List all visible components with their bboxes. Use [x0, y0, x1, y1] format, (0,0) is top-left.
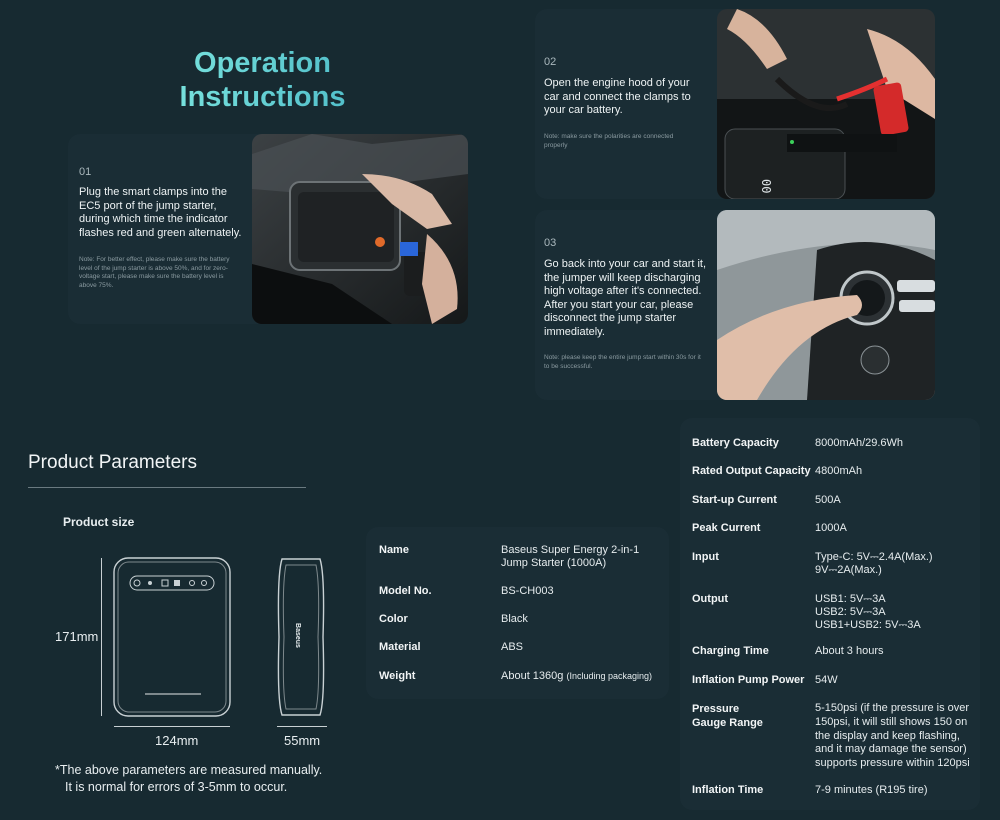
- jump-starter-photo: [252, 134, 468, 324]
- step-note: Note: make sure the polarities are connected properly: [544, 133, 674, 149]
- table-row-value: BS-CH003: [501, 585, 554, 597]
- table-row-value: 8000mAh/29.6Wh: [815, 437, 904, 449]
- start-button-photo: [717, 210, 935, 400]
- table-row-label: Inflation Pump Power: [692, 674, 805, 686]
- table-row-label: Pressure Gauge Range: [692, 703, 763, 729]
- table-row-value: ABS: [501, 641, 524, 653]
- depth-label: 55mm: [284, 733, 321, 748]
- table-row-value: Black: [501, 613, 528, 625]
- table-row-label: Color: [379, 613, 408, 625]
- step-number: 01: [79, 166, 92, 178]
- side-view-drawing: [276, 555, 326, 720]
- table-row-label: Input: [692, 551, 719, 563]
- table-row-value: 4800mAh: [815, 465, 863, 477]
- depth-dimension-line: [277, 726, 327, 727]
- table-row-value: USB1: 5V⎓3A USB2: 5V⎓3A USB1+USB2: 5V⎓3A: [815, 593, 921, 631]
- front-view-drawing: [110, 555, 234, 720]
- step-card-02: [535, 9, 935, 199]
- step-text: Go back into your car and start it, the jumper will keep discharging high voltage after it's connected. After you start your car, please disconnect the jump starter immediately.: [544, 258, 707, 338]
- step-number: 02: [544, 56, 557, 68]
- table-row-label: Name: [379, 544, 409, 556]
- table-row-value: 5-150psi (if the pressure is over 150psi, it will still shows 150 on the display and keep flashing, and it may damage the sensor) supports pressure within 120psi: [815, 702, 970, 770]
- svg-text:00: 00: [759, 179, 773, 194]
- step-text: Plug the smart clamps into the EC5 port of the jump starter, during which time the indicator flashes red and green alternately.: [79, 186, 242, 239]
- table-row-label: Rated Output Capacity: [692, 465, 811, 477]
- table-row-value: 54W: [815, 674, 838, 686]
- table-row-value: 1000A: [815, 522, 847, 534]
- height-label: 171mm: [55, 629, 99, 644]
- operation-title: Operation Instructions: [140, 46, 385, 114]
- title-divider: [28, 487, 306, 488]
- width-dimension-line: [114, 726, 230, 727]
- table-row-label: Start-up Current: [692, 494, 777, 506]
- table-row-value: 500A: [815, 494, 841, 506]
- height-dimension-line: [101, 558, 102, 716]
- step-note: Note: please keep the entire jump start within 30s for it to be successful.: [544, 354, 701, 370]
- clamps-photo: [717, 9, 935, 199]
- table-row-label: Peak Current: [692, 522, 761, 534]
- table-row-label: Model No.: [379, 585, 432, 597]
- table-row-label: Output: [692, 593, 729, 605]
- step-number: 03: [544, 237, 557, 249]
- table-row-value: Type-C: 5V⎓2.4A(Max.) 9V⎓2A(Max.): [815, 551, 933, 576]
- table-row-label: Battery Capacity: [692, 437, 779, 449]
- width-label: 124mm: [155, 733, 199, 748]
- step-text: Open the engine hood of your car and connect the clamps to your car battery.: [544, 77, 691, 116]
- step-note: Note: For better effect, please make sure the battery level of the jump starter is above 50%, and for zero-voltage start, please make sure the battery level is above 75%.: [79, 256, 230, 289]
- table-row-label: Material: [379, 641, 421, 653]
- table-row-value: 7-9 minutes (R195 tire): [815, 784, 928, 796]
- table-row-label: Charging Time: [692, 645, 769, 657]
- table-row-value: Baseus Super Energy 2-in-1 Jump Starter (1000A): [501, 544, 640, 569]
- table-row-label: Weight: [379, 670, 416, 682]
- table-row-value: About 3 hours: [815, 645, 884, 657]
- table-row-label: Inflation Time: [692, 784, 764, 796]
- table-row-value: About 1360g (Including packaging): [501, 670, 653, 682]
- side-brand-label: Baseus: [293, 623, 301, 648]
- product-size-label: Product size: [63, 515, 135, 529]
- step-card-03: [535, 210, 935, 400]
- step-card-01: [68, 134, 468, 324]
- disclaimer: *The above parameters are measured manually. It is normal for errors of 3-5mm to occur.: [55, 763, 323, 794]
- spec-table: [680, 418, 980, 810]
- basic-info-table: [366, 527, 669, 699]
- product-parameters-title: Product Parameters: [28, 452, 197, 473]
